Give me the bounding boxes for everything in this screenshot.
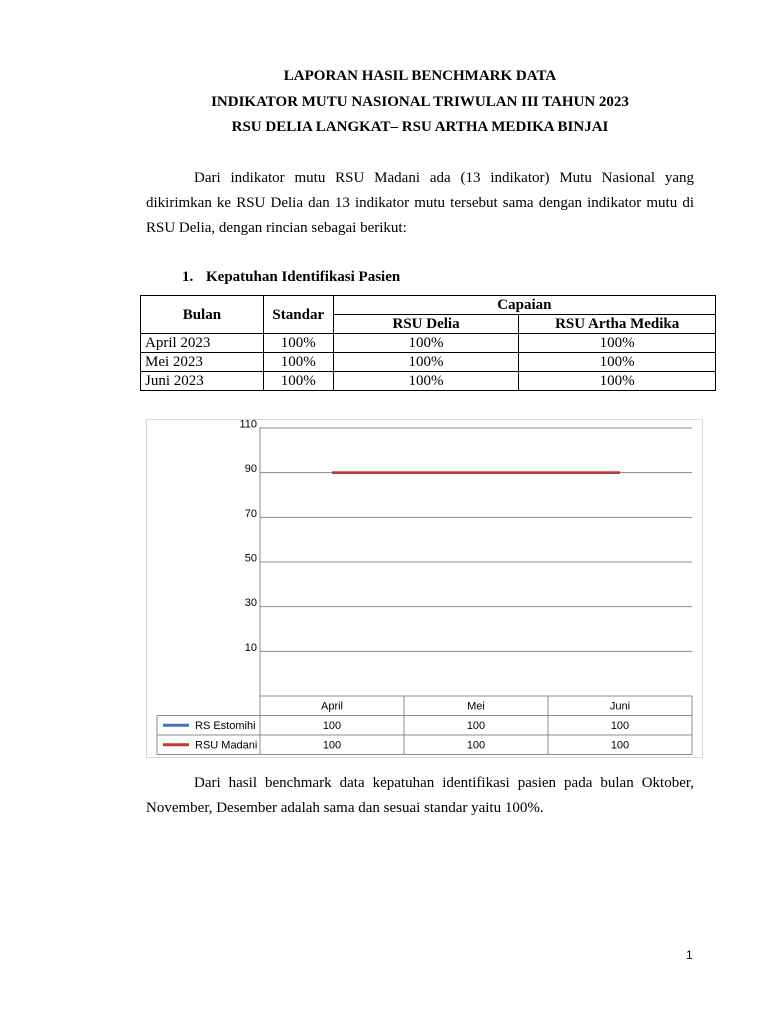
header-bulan: Bulan [141, 296, 264, 334]
section-title: Kepatuhan Identifikasi Pasien [206, 269, 401, 285]
conclusion-text: Dari hasil benchmark data kepatuhan identifikasi pasien pada bulan Oktober, November, Desember adalah sama dan sesuai standar yaitu 100%. [146, 775, 694, 816]
cell-bulan: Juni 2023 [141, 372, 264, 391]
line-chart [147, 420, 704, 759]
chart-frame [146, 419, 703, 758]
legend-label: RS Estomihi [195, 720, 256, 732]
cell-bulan: Mei 2023 [141, 353, 264, 372]
header-standar: Standar [263, 296, 333, 334]
intro-text: Dari indikator mutu RSU Madani ada (13 indikator) Mutu Nasional yang dikirimkan ke RSU Delia dan 13 indikator mutu tersebut sama dengan indikator mutu di RSU Delia, dengan rincian sebagai berikut: [146, 170, 694, 236]
cell-delia: 100% [333, 372, 519, 391]
section-heading [182, 269, 400, 286]
y-tick-label: 110 [239, 420, 257, 431]
y-tick-label: 10 [244, 641, 257, 654]
data-table-value: 100 [322, 720, 342, 732]
x-category-label: Mei [467, 700, 485, 713]
data-table-value: 100 [610, 739, 630, 752]
cell-standar: 100% [263, 334, 333, 353]
y-tick-label: 30 [244, 597, 257, 610]
section-number: 1. [182, 269, 194, 285]
report-title-line-1: LAPORAN HASIL BENCHMARK DATA [283, 68, 557, 84]
header-rsu-artha: RSU Artha Medika [519, 315, 716, 334]
data-table-value: 100 [466, 720, 486, 732]
intro-paragraph [146, 166, 694, 241]
cell-delia: 100% [333, 353, 519, 372]
header-capaian: Capaian [333, 296, 715, 315]
y-tick-label: 70 [244, 507, 257, 520]
cell-delia: 100% [333, 334, 519, 353]
table-row [141, 372, 716, 391]
cell-artha: 100% [519, 353, 716, 372]
cell-artha: 100% [519, 334, 716, 353]
report-title-line-3: RSU DELIA LANGKAT– RSU ARTHA MEDIKA BINJAI [231, 119, 609, 135]
x-category-label: Juni [609, 700, 631, 713]
cell-standar: 100% [263, 372, 333, 391]
cell-standar: 100% [263, 353, 333, 372]
table-row [141, 353, 716, 372]
y-tick-label: 50 [244, 552, 257, 565]
table-row [141, 334, 716, 353]
data-table-value: 100 [466, 739, 486, 752]
header-rsu-delia: RSU Delia [333, 315, 519, 334]
cell-artha: 100% [519, 372, 716, 391]
report-title-line-2: INDIKATOR MUTU NASIONAL TRIWULAN III TAHUN 2023 [211, 94, 629, 110]
page-number: 1 [686, 948, 693, 962]
y-tick-label: 90 [244, 463, 257, 476]
legend-label: RSU Madani [195, 739, 258, 752]
benchmark-table [140, 295, 716, 391]
cell-bulan: April 2023 [141, 334, 264, 353]
data-table-value: 100 [322, 739, 342, 752]
conclusion-paragraph [146, 771, 694, 821]
data-table-value: 100 [610, 720, 630, 732]
x-category-label: April [320, 700, 344, 713]
